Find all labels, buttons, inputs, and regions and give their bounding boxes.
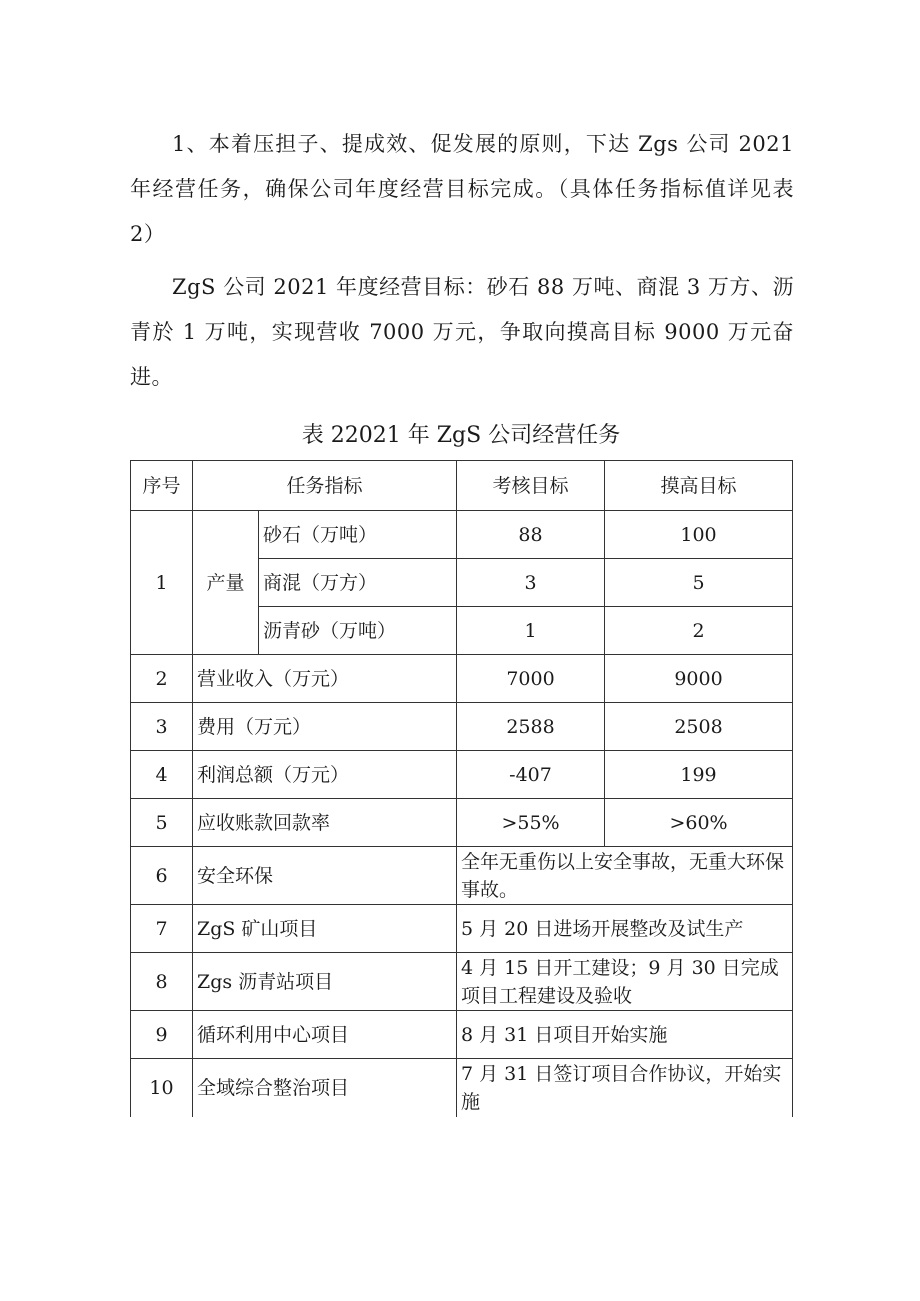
row-indicator: 营业收入（万元） xyxy=(193,655,457,703)
row-stretch-value: 2508 xyxy=(605,703,793,751)
row-indicator: ZgS 矿山项目 xyxy=(193,905,457,953)
row-indicator: Zgs 沥青站项目 xyxy=(193,953,457,1011)
row-assess-value: -407 xyxy=(457,751,605,799)
paragraph-task-assignment: 1、本着压担子、提成效、促发展的原则，下达 Zgs 公司 2021 年经营任务，确保公司年度经营目标完成。（具体任务指标值详见表 2） xyxy=(130,132,794,246)
table-row xyxy=(131,1011,793,1059)
row-indicator: 沥青砂（万吨） xyxy=(259,607,457,655)
row-seq: 4 xyxy=(131,751,193,799)
table-row xyxy=(131,1059,793,1117)
row-indicator: 全域综合整治项目 xyxy=(193,1059,457,1117)
production-group-label: 产量 xyxy=(193,511,259,655)
row-seq: 3 xyxy=(131,703,193,751)
row-target: 4 月 15 日开工建设；9 月 30 日完成项目工程建设及验收 xyxy=(457,953,793,1011)
row-indicator: 安全环保 xyxy=(193,847,457,905)
row-stretch-value: 100 xyxy=(605,511,793,559)
row-indicator: 商混（万方） xyxy=(259,559,457,607)
row-assess-value: 2588 xyxy=(457,703,605,751)
table-row xyxy=(131,511,793,559)
row-target: 8 月 31 日项目开始实施 xyxy=(457,1011,793,1059)
row-seq: 6 xyxy=(131,847,193,905)
row-indicator: 砂石（万吨） xyxy=(259,511,457,559)
row-seq: 10 xyxy=(131,1059,193,1117)
table-row xyxy=(131,655,793,703)
row-stretch-value: 5 xyxy=(605,559,793,607)
row-indicator: 应收账款回款率 xyxy=(193,799,457,847)
row-stretch-value: 2 xyxy=(605,607,793,655)
header-indicator: 任务指标 xyxy=(193,461,457,511)
header-assess-target: 考核目标 xyxy=(457,461,605,511)
row-target: 全年无重伤以上安全事故，无重大环保事故。 xyxy=(457,847,793,905)
table-row xyxy=(131,905,793,953)
row-seq: 5 xyxy=(131,799,193,847)
table-row xyxy=(131,953,793,1011)
row-target: 5 月 20 日进场开展整改及试生产 xyxy=(457,905,793,953)
table-row xyxy=(131,703,793,751)
header-stretch-target: 摸高目标 xyxy=(605,461,793,511)
row-seq: 8 xyxy=(131,953,193,1011)
row-indicator: 利润总额（万元） xyxy=(193,751,457,799)
table-row xyxy=(131,847,793,905)
row-stretch-value: >60% xyxy=(605,799,793,847)
row-indicator: 循环利用中心项目 xyxy=(193,1011,457,1059)
row-target: 7 月 31 日签订项目合作协议，开始实施 xyxy=(457,1059,793,1117)
table-header-row xyxy=(131,461,793,511)
row-assess-value: >55% xyxy=(457,799,605,847)
row-seq: 1 xyxy=(131,511,193,655)
header-seq: 序号 xyxy=(131,461,193,511)
row-stretch-value: 9000 xyxy=(605,655,793,703)
row-assess-value: 1 xyxy=(457,607,605,655)
row-assess-value: 3 xyxy=(457,559,605,607)
table-row xyxy=(131,751,793,799)
row-assess-value: 88 xyxy=(457,511,605,559)
row-seq: 2 xyxy=(131,655,193,703)
row-seq: 9 xyxy=(131,1011,193,1059)
business-task-table xyxy=(130,460,793,1117)
row-seq: 7 xyxy=(131,905,193,953)
paragraph-annual-target: ZgS 公司 2021 年度经营目标：砂石 88 万吨、商混 3 万方、沥青於 1 万吨，实现营收 7000 万元，争取向摸高目标 9000 万元奋进。 xyxy=(130,275,794,389)
row-indicator: 费用（万元） xyxy=(193,703,457,751)
table-row xyxy=(131,799,793,847)
table-caption: 表 22021 年 ZgS 公司经营任务 xyxy=(301,423,621,448)
row-stretch-value: 199 xyxy=(605,751,793,799)
row-assess-value: 7000 xyxy=(457,655,605,703)
